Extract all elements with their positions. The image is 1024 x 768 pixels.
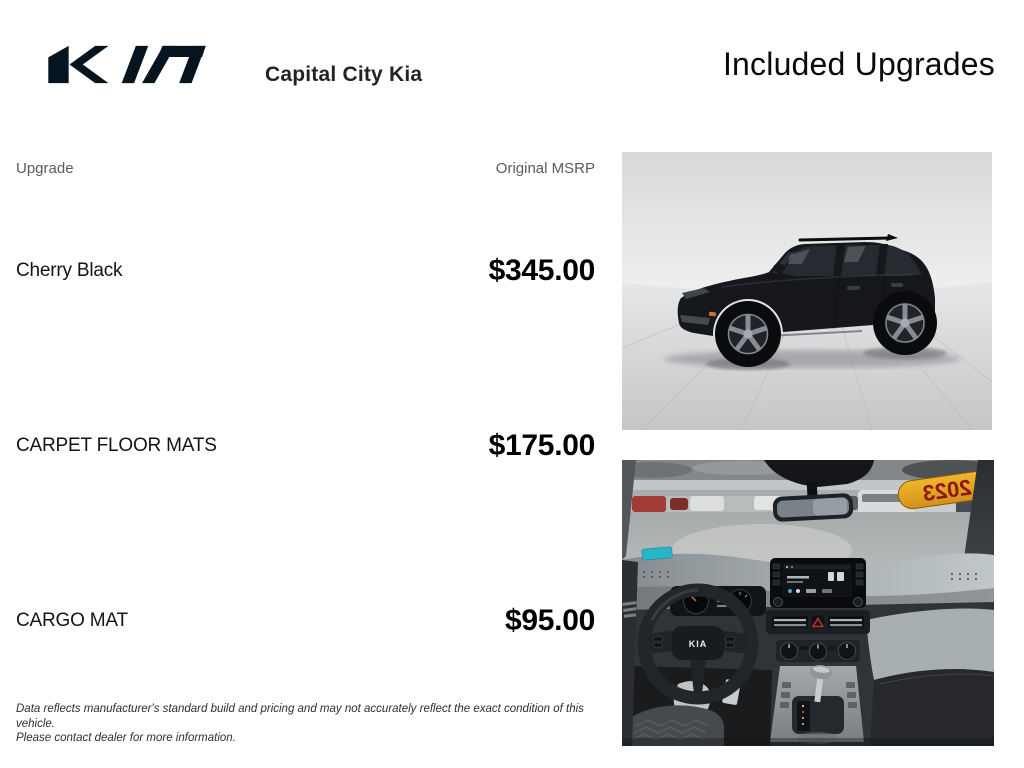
roof-rail bbox=[800, 238, 890, 240]
kia-logo bbox=[43, 45, 211, 84]
door-handle bbox=[847, 286, 860, 290]
side-mirror bbox=[773, 264, 785, 273]
upgrade-price: $95.00 bbox=[505, 604, 595, 637]
kia-steering-logo-icon: KIA bbox=[688, 639, 708, 649]
upgrade-price: $175.00 bbox=[488, 429, 595, 462]
disclaimer-line-1: Data reflects manufacturer's standard build and pricing and may not accurately reflect the exact condition of this vehicle. bbox=[16, 703, 584, 730]
rear-wheel bbox=[873, 291, 937, 355]
upgrade-name: CARGO MAT bbox=[16, 610, 128, 631]
volume-knob bbox=[774, 598, 783, 607]
front-wheel bbox=[715, 301, 781, 367]
climate-controls bbox=[776, 640, 860, 662]
vehicle-interior-photo bbox=[622, 460, 994, 746]
tune-knob bbox=[854, 598, 863, 607]
door-handle bbox=[891, 283, 903, 287]
infotainment-unit bbox=[770, 558, 866, 608]
center-air-vents bbox=[766, 610, 870, 634]
column-header-msrp: Original MSRP bbox=[495, 160, 595, 177]
teal-dash-tag bbox=[642, 547, 673, 561]
column-header-upgrade: Upgrade bbox=[16, 160, 74, 177]
svg-text:2023: 2023 bbox=[921, 474, 974, 507]
disclaimer-line-2: Please contact dealer for more information. bbox=[16, 732, 236, 744]
glovebox-panel bbox=[866, 608, 994, 680]
center-console bbox=[770, 664, 864, 744]
dealer-name: Capital City Kia bbox=[265, 63, 423, 86]
disclaimer-text bbox=[16, 702, 616, 746]
upgrade-price: $345.00 bbox=[488, 254, 595, 287]
door-vent-slats bbox=[622, 601, 638, 618]
vehicle-exterior-photo bbox=[622, 152, 992, 430]
upgrade-name: CARPET FLOOR MATS bbox=[16, 435, 217, 456]
page-title: Included Upgrades bbox=[722, 46, 995, 82]
upgrade-name: Cherry Black bbox=[16, 260, 123, 281]
